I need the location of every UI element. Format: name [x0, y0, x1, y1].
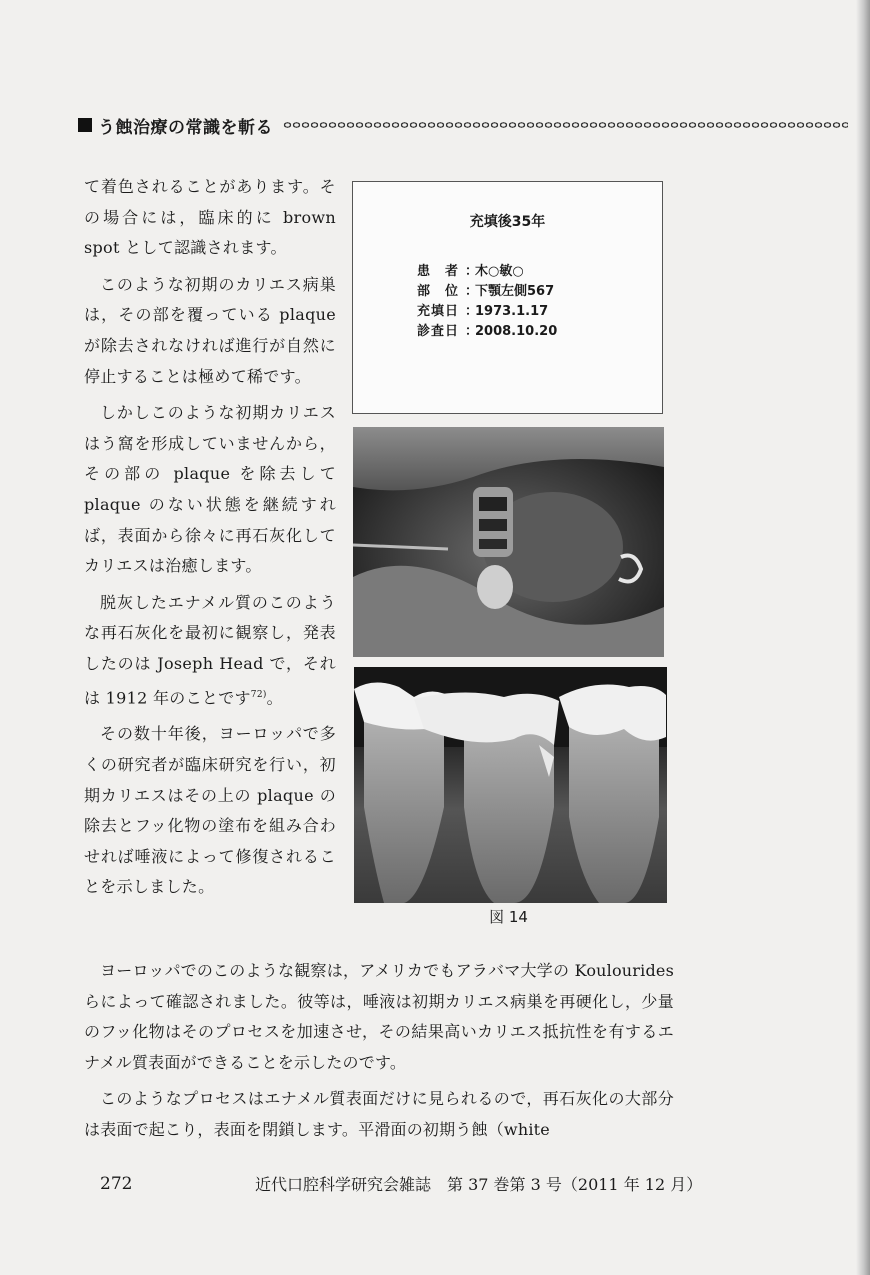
intraoral-photo-graphic: [353, 427, 664, 657]
info-colon: ：: [465, 304, 479, 319]
page-edge-shadow: [856, 0, 870, 1275]
info-colon: ：: [465, 264, 479, 279]
intraoral-photo: [353, 427, 664, 657]
body-text-column: [84, 172, 336, 903]
decorative-rule: [283, 119, 848, 131]
paragraph: しかしこのような初期カリエスはう窩を形成していませんから，その部の plaque を除去して plaque のない状態を継続すれば，表面から徐々に再石灰化してカリエスは治癒します。: [84, 403, 336, 576]
dental-xray-graphic: [354, 667, 667, 903]
patient-info-card: [352, 181, 663, 414]
black-square-icon: [78, 118, 92, 132]
paragraph: ヨーロッパでのこのような観察は，アメリカでもアラバマ大学の Koulourides らによって確認されました。彼等は，唾液は初期カリエス病巣を再硬化し，少量のフッ化物はそのプロセスを加速させ，その結果高いカリエス抵抗性を有するエナメル質表面ができることを示したのです。: [84, 961, 674, 1072]
info-key: 部 位: [417, 284, 460, 299]
info-key: 診査日: [417, 324, 460, 339]
page-number: 272: [100, 1174, 133, 1194]
section-header: [78, 114, 848, 136]
info-value: 下顎左側567: [475, 284, 555, 299]
info-row-exam-date: [417, 322, 557, 342]
dental-xray: [354, 667, 667, 903]
info-key: 充填日: [417, 304, 460, 319]
info-colon: ：: [465, 284, 479, 299]
paragraph-text: 脱灰したエナメル質のこのような再石灰化を最初に観察し，発表したのは Joseph Head で，それは 1912 年のことです: [84, 592, 336, 707]
info-row-patient: [417, 262, 557, 282]
paragraph: て着色されることがあります。その場合には，臨床的に brown spot として認識されます。: [84, 177, 336, 258]
figure-caption: 図 14: [489, 908, 528, 926]
info-card-rows: [417, 262, 557, 342]
info-card-title: 充填後35年: [469, 214, 546, 230]
journal-citation: 近代口腔科学研究会雑誌 第 37 巻第 3 号（2011 年 12 月）: [255, 1175, 703, 1194]
info-row-filling-date: [417, 302, 557, 322]
body-text-full-width: [84, 956, 674, 1146]
reference-mark: 72): [250, 689, 267, 700]
paragraph: その数十年後，ヨーロッパで多くの研究者が臨床研究を行い，初期カリエスはその上の plaque の除去とフッ化物の塗布を組み合わせれば唾液によって修復されることを示しました。: [84, 724, 336, 897]
paragraph: 脱灰したエナメル質のこのような再石灰化を最初に観察し，発表したのは Joseph Head で，それは 1912 年のことです$^{72)}$。: [84, 592, 336, 707]
info-row-site: [417, 282, 557, 302]
paragraph: このような初期のカリエス病巣は，その部を覆っている plaque が除去されなければ進行が自然に停止することは極めて稀です。: [84, 274, 336, 386]
info-value: 1973.1.17: [475, 304, 549, 319]
section-title: う蝕治療の常識を斬る: [98, 117, 273, 138]
paragraph: このようなプロセスはエナメル質表面だけに見られるので，再石灰化の大部分は表面で起こり，表面を閉鎖します。平滑面の初期う蝕（white: [84, 1089, 674, 1139]
info-value: 2008.10.20: [475, 324, 558, 339]
info-key: 患 者: [417, 264, 460, 279]
info-value: 木○敏○: [475, 264, 524, 279]
info-colon: ：: [465, 324, 479, 339]
